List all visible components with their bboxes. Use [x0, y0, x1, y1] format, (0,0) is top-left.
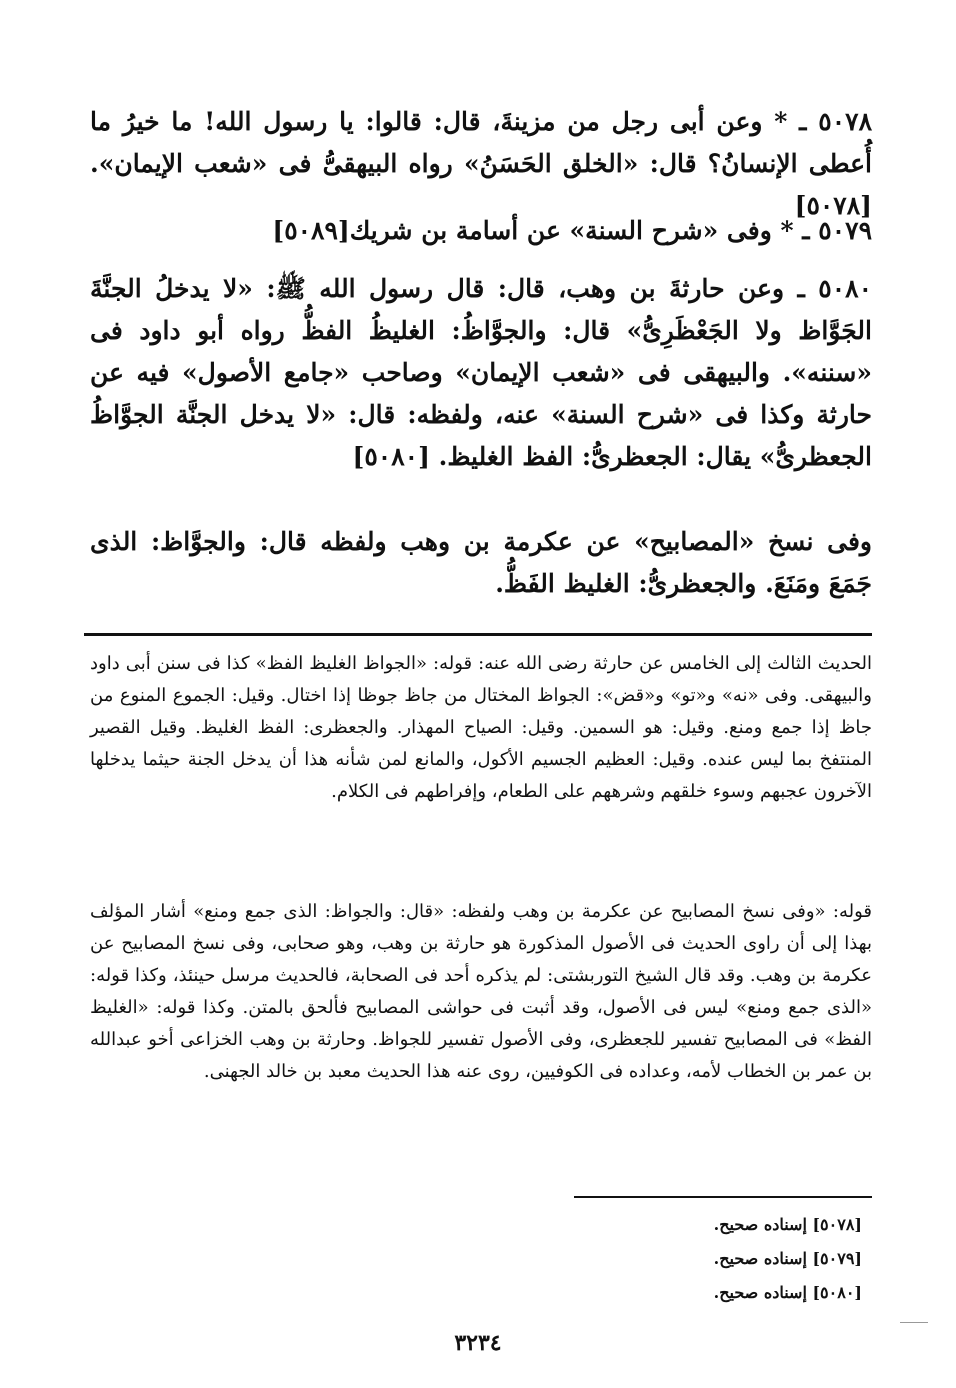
- hadith-5079: ٥٠٧٩ ـ * وفى «شرح السنة» عن أسامة بن شريك[٥٠٨٩]: [272, 216, 872, 245]
- masabih-variant-note: وفى نسخ «المصابيح» عن عكرمة بن وهب ولفظه قال: والجوَّاظ: الذى جَمَعَ ومَنَعَ. والجعظرىُّ: الغليظ الفَظُّ.: [90, 527, 872, 598]
- hadith-5080: ٥٠٨٠ ـ وعن حارثةَ بن وهب، قال: قال رسول الله ﷺ: «لا يدخلُ الجنَّةَ الجَوَّاظ ولا الجَعْظَرِىُّ» قال: والجوَّاظُ: الغليظُ الفظُّ رواه أبو داود فى «سننه». والبيهقى فى «شعب الإيمان» وصاحب «جامع الأصول» فيه عن حارثة وكذا فى «شرح السنة» عنه، ولفظه: قال: «لا يدخل الجنَّة الجوَّاظُ الجعظرىُّ» يقال: الجعظرىُّ: الفظ الغليظ. [٥٠٨٠]: [90, 274, 872, 471]
- grading-notes: [562, 1208, 862, 1310]
- scan-mark: [900, 1322, 928, 1323]
- commentary-paragraph-1: الحديث الثالث إلى الخامس عن حارثة رضى الله عنه: قوله: «الجواظ الغليظ الفظ» كذا فى سنن أبى داود والبيهقى. وفى «نه» و«تو» و«قض»: الجواظ المختال من جاظ جوظا إذا اختال. وقيل: الجموع المنوع من جاظ إذا جمع ومنع. وقيل: هو السمين. وقيل: الصياح المهذار. والجعظرى: الفظ الغليظ. وقيل القصير المنتفخ بما ليس عنده. وقيل: العظيم الجسيم الأكول، والمانع لمن شأنه هذا أن يدخل الجنة حيثما يدخلها الآخرون عجبهم وسوء خلقهم وشرههم على الطعام، وإفراطهم فى الكلام.: [90, 653, 872, 802]
- hadith-5078: ٥٠٧٨ ـ * وعن أبى رجل من مزينةَ، قال: قالوا: يا رسول الله! ما خيرُ ما أُعطى الإنسانُ؟ قال: «الخلق الحَسَنُ» رواه البيهقىُّ فى «شعب الإيمان». [٥٠٧٨]: [90, 107, 872, 220]
- commentary-divider: [84, 633, 872, 636]
- page-number: ٣٢٣٤: [454, 1330, 502, 1356]
- grading-5078: [٥٠٧٨] إسناده صحيح.: [713, 1215, 862, 1234]
- commentary-paragraph-2: قوله: «وفى نسخ المصابيح عن عكرمة بن وهب ولفظه: «قال: والجواظ: الذى جمع ومنع» أشار المؤلف بهذا إلى أن راوى الحديث فى الأصول المذكورة هو حارثة بن وهب، وهو صحابى، وفى نسخ المصابيح عن عكرمة بن وهب. وقد قال الشيخ التوربشتى: لم يذكره أحد فى الصحابة، فالحديث مرسل حينئذ، وكذا قوله: «الذى جمع ومنع» ليس فى الأصول، وقد أثبت فى حواشى المصابيح فألحق بالمتن. وكذا قوله: «الغليظ الفظ» فى المصابيح تفسير للجعظرى، وفى الأصول تفسير للجواظ. وحارثة بن وهب الخزاعى أخو عبدالله بن عمر بن الخطاب لأمه، وعداده فى الكوفيين، روى عنه هذا الحديث معبد بن خالد الجهنى.: [90, 901, 873, 1082]
- grading-5080: [٥٠٨٠] إسناده صحيح.: [713, 1283, 862, 1302]
- grading-divider: [574, 1196, 872, 1198]
- grading-5079: [٥٠٧٩] إسناده صحيح.: [713, 1249, 862, 1268]
